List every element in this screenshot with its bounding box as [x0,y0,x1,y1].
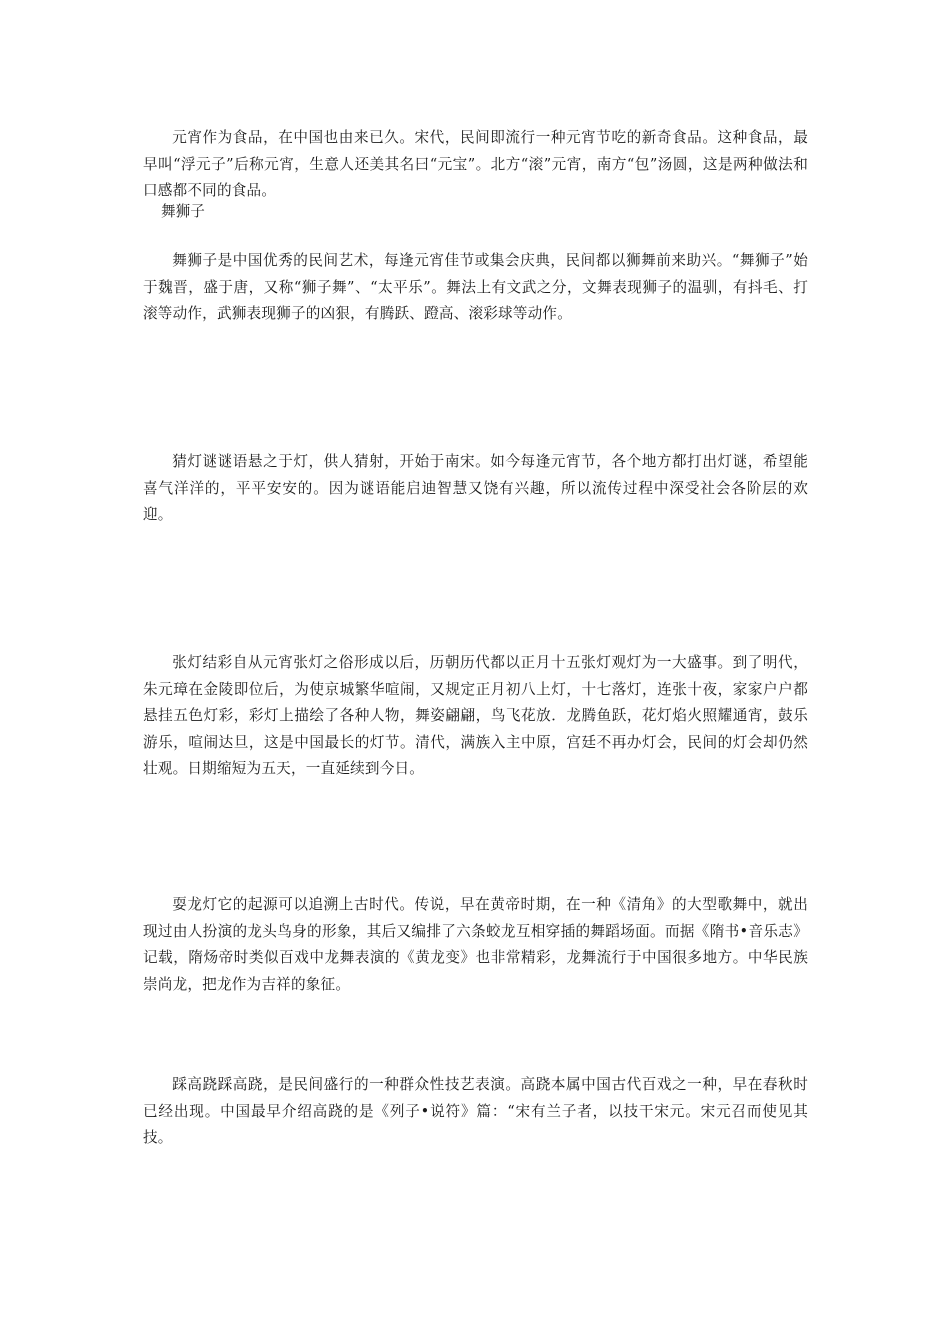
paragraph-lantern-decorations: 张灯结彩自从元宵张灯之俗形成以后，历朝历代都以正月十五张灯观灯为一大盛事。到了明代，朱元璋在金陵即位后，为使京城繁华喧闹，又规定正月初八上灯，十七落灯，连张十夜，家家户户都悬挂五色灯彩，彩灯上描绘了各种人物，舞姿翩翩，鸟飞花放．龙腾鱼跃，花灯焰火照耀通宵，鼓乐游乐，喧闹达旦，这是中国最长的灯节。清代，满族入主中原，宫廷不再办灯会，民间的灯会却仍然壮观。日期缩短为五天，一直延续到今日。 [143,654,808,777]
paragraph-lion-dance: 舞狮子是中国优秀的民间艺术，每逢元宵佳节或集会庆典，民间都以狮舞前来助兴。“舞狮子”始于魏晋，盛于唐，又称“狮子舞”、“太平乐”。舞法上有文武之分，文舞表现狮子的温驯，有抖毛、打滚等动作，武狮表现狮子的凶狠，有腾跃、蹬高、滚彩球等动作。 [143,252,808,322]
paragraph-stilt-walking: 踩高跷踩高跷，是民间盛行的一种群众性技艺表演。高跷本属中国古代百戏之一种，早在春秋时已经出现。中国最早介绍高跷的是《列子•说符》篇：“宋有兰子者，以技干宋元。宋元召而使见其技。 [143,1076,808,1146]
paragraph-yuanxiao-food: 元宵作为食品，在中国也由来已久。宋代，民间即流行一种元宵节吃的新奇食品。这种食品，最早叫“浮元子”后称元宵，生意人还美其名曰“元宝”。北方“滚”元宵，南方“包”汤圆，这是两种做法和口感都不同的食品。 [143,129,808,199]
paragraph-dragon-lantern: 耍龙灯它的起源可以追溯上古时代。传说，早在黄帝时期，在一种《清角》的大型歌舞中，就出现过由人扮演的龙头鸟身的形象，其后又编排了六条蛟龙互相穿插的舞蹈场面。而据《隋书•音乐志》记载，隋炀帝时类似百戏中龙舞表演的《黄龙变》也非常精彩，龙舞流行于中国很多地方。中华民族崇尚龙，把龙作为吉祥的象征。 [143,896,808,993]
paragraph-lantern-riddles: 猜灯谜谜语悬之于灯，供人猜射，开始于南宋。如今每逢元宵节，各个地方都打出灯谜，希望能喜气洋洋的，平平安安的。因为谜语能启迪智慧又饶有兴趣，所以流传过程中深受社会各阶层的欢迎。 [143,453,808,523]
section-heading-lion-dance: 舞狮子 [161,203,205,220]
